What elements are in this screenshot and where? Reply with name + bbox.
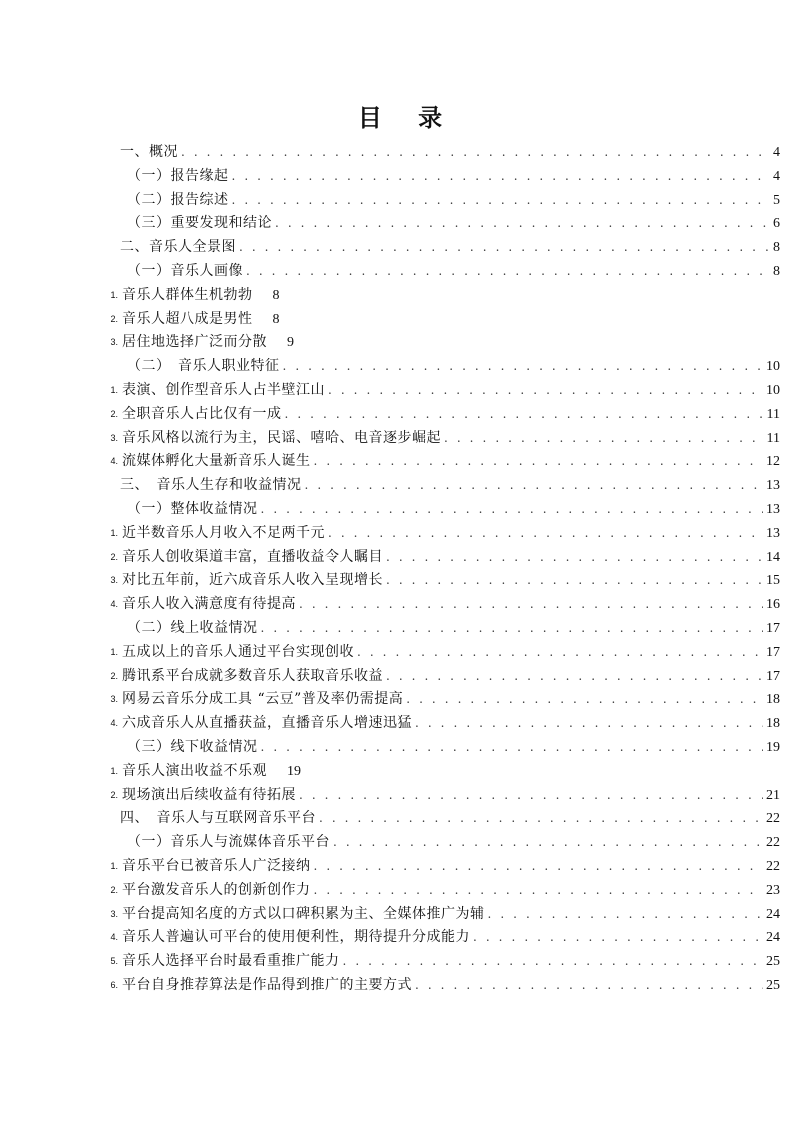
toc-entry-page-number: 6 (773, 216, 780, 232)
toc-entry-title: 四、 音乐人与互联网音乐平台 (120, 810, 316, 827)
dot-leader (261, 736, 764, 760)
toc-entry-page-number: 11 (766, 406, 780, 422)
toc-entry-number: 4. (110, 599, 118, 610)
toc-entry-title: 音乐人创收渠道丰富，直播收益令人瞩目 (122, 548, 383, 565)
toc-entry-page-number: 11 (766, 430, 780, 446)
toc-entry[interactable] (0, 784, 800, 808)
dot-leader (299, 593, 763, 617)
toc-entry[interactable] (0, 593, 800, 617)
toc-entry[interactable] (0, 807, 800, 831)
toc-entry[interactable] (0, 617, 800, 641)
toc-entry[interactable] (0, 831, 800, 855)
dot-leader (473, 926, 763, 950)
toc-entry-page-number: 18 (766, 692, 780, 708)
toc-entry[interactable] (0, 688, 800, 712)
toc-entry-number: 5. (110, 956, 118, 967)
toc-entry[interactable] (0, 331, 800, 355)
toc-entry-title: 居住地选择广泛而分散 (122, 334, 267, 351)
toc-entry[interactable] (0, 926, 800, 950)
toc-entry[interactable] (0, 355, 800, 379)
toc-entry[interactable] (0, 522, 800, 546)
toc-entry-page-number: 17 (766, 620, 780, 636)
toc-entry-title: 音乐平台已被音乐人广泛接纳 (122, 857, 311, 874)
toc-entry-title: 三、 音乐人生存和收益情况 (120, 477, 302, 494)
toc-entry-title: 平台提高知名度的方式以口碑积累为主、全媒体推广为辅 (122, 905, 485, 922)
toc-entry-page-number: 25 (766, 954, 780, 970)
dot-leader (283, 355, 764, 379)
toc-entry-number: 6. (110, 979, 118, 990)
toc-entry-number: 2. (110, 408, 118, 419)
dot-leader (333, 831, 763, 855)
dot-leader (314, 450, 764, 474)
toc-entry-page-number: 4 (773, 145, 780, 160)
toc-entry-page-number: 25 (766, 977, 780, 993)
toc-entry-title: （一）音乐人画像 (127, 262, 243, 279)
dot-leader (239, 236, 770, 260)
toc-entry-number: 1. (110, 646, 118, 657)
toc-entry-title: 音乐人收入满意度有待提高 (122, 596, 296, 613)
toc-entry-number: 1. (110, 860, 118, 871)
toc-entry-page-number: 10 (766, 382, 780, 398)
dot-leader (299, 784, 763, 808)
dot-leader (343, 950, 764, 974)
toc-entry[interactable] (0, 427, 800, 451)
dot-leader (386, 546, 763, 570)
dot-leader (444, 427, 764, 451)
dot-leader (319, 807, 763, 831)
dot-leader (181, 141, 770, 165)
dot-leader (386, 665, 763, 689)
toc-entry-page-number: 22 (766, 811, 780, 827)
dot-leader (328, 522, 763, 546)
toc-entry-page-number: 21 (766, 787, 780, 803)
toc-entry[interactable] (0, 641, 800, 665)
toc-entry-number: 2. (110, 670, 118, 681)
toc-entry-title: 网易云音乐分成工具 “云豆”普及率仍需提高 (122, 691, 404, 708)
toc-entry-page-number: 24 (766, 930, 780, 946)
toc-entry-page-number: 17 (766, 668, 780, 684)
toc-entry-number: 1. (110, 384, 118, 395)
dot-leader (232, 189, 771, 213)
toc-entry-page-number: 13 (766, 501, 780, 517)
dot-leader (415, 712, 763, 736)
toc-entry-title: 平台自身推荐算法是作品得到推广的主要方式 (122, 976, 412, 993)
toc-entry-page-number: 16 (766, 597, 780, 613)
toc-entry-title: （二）线上收益情况 (127, 619, 258, 636)
toc-entry-page-number: 10 (766, 359, 780, 375)
toc-entry-page-number: 22 (766, 858, 780, 874)
toc-entry[interactable] (0, 379, 800, 403)
toc-entry-page-number: 18 (766, 716, 780, 732)
toc-entry-title: 音乐人超八成是男性 (122, 310, 253, 327)
dot-leader (314, 855, 764, 879)
toc-entry-title: （一）整体收益情况 (127, 500, 258, 517)
toc-entry[interactable] (0, 284, 800, 308)
dot-leader (386, 569, 763, 593)
dot-leader (488, 903, 764, 927)
toc-entry-title: 音乐人选择平台时最看重推广能力 (122, 953, 340, 970)
toc-entry[interactable] (0, 712, 800, 736)
toc-entry-title: 五成以上的音乐人通过平台实现创收 (122, 643, 354, 660)
toc-entry-number: 4. (110, 456, 118, 467)
toc-entry-page-number: 12 (766, 454, 780, 470)
toc-entry[interactable] (0, 736, 800, 760)
toc-entry[interactable] (0, 141, 800, 165)
toc-entry-page-number: 22 (766, 835, 780, 851)
toc-entry-page-number: 17 (766, 644, 780, 660)
toc-entry[interactable] (0, 474, 800, 498)
toc-entry[interactable] (0, 760, 800, 784)
dot-leader (246, 260, 770, 284)
toc-entry-title: 一、概况 (120, 144, 178, 160)
toc-entry-page-number: 8 (773, 240, 780, 256)
page-title: 目 录 (357, 104, 457, 132)
toc-entry[interactable] (0, 950, 800, 974)
toc-entry-title: 音乐人群体生机勃勃 (122, 286, 253, 303)
toc-entry-number: 1. (110, 289, 118, 300)
toc-entry-title: （三）重要发现和结论 (127, 215, 272, 232)
toc-entry[interactable] (0, 165, 800, 189)
toc-entry-title: 对比五年前，近六成音乐人收入呈现增长 (122, 572, 383, 589)
toc-entry-number: 2. (110, 551, 118, 562)
toc-entry-page-number: 8 (272, 287, 280, 303)
toc-entry-page-number: 5 (773, 192, 780, 208)
dot-leader (328, 379, 763, 403)
toc-entry-title: 现场演出后续收益有待拓展 (122, 786, 296, 803)
toc-entry-title: 音乐风格以流行为主，民谣、嘻哈、电音逐步崛起 (122, 429, 441, 446)
toc-entry-title: （二）报告综述 (127, 191, 229, 208)
toc-entry-number: 2. (110, 313, 118, 324)
toc-entry-page-number: 8 (272, 311, 280, 327)
toc-entry-number: 3. (110, 432, 118, 443)
toc-entry-title: 表演、创作型音乐人占半壁江山 (122, 381, 325, 398)
toc-entry-number: 3. (110, 337, 118, 348)
toc-entry-title: 音乐人普遍认可平台的使用便利性，期待提升分成能力 (122, 929, 470, 946)
dot-leader (314, 879, 764, 903)
toc-entry-page-number: 4 (773, 168, 780, 184)
toc-entry[interactable] (0, 189, 800, 213)
toc-entry-title: （二） 音乐人职业特征 (127, 358, 280, 375)
toc-entry-title: 腾讯系平台成就多数音乐人获取音乐收益 (122, 667, 383, 684)
toc-entry[interactable] (0, 212, 800, 236)
dot-leader (415, 974, 763, 998)
toc-entry-title: 流媒体孵化大量新音乐人诞生 (122, 453, 311, 470)
toc-entry-page-number: 19 (766, 739, 780, 755)
dot-leader (406, 688, 763, 712)
toc-entry-page-number: 19 (287, 763, 301, 779)
toc-entry-number: 3. (110, 908, 118, 919)
toc-entry[interactable] (0, 260, 800, 284)
toc-entry-title: 六成音乐人从直播获益，直播音乐人增速迅猛 (122, 715, 412, 732)
toc-entry[interactable] (0, 546, 800, 570)
toc-entry-page-number: 13 (766, 525, 780, 541)
toc-entry[interactable] (0, 569, 800, 593)
toc-entry-page-number: 15 (766, 573, 780, 589)
dot-leader (261, 498, 764, 522)
dot-leader (305, 474, 764, 498)
toc-entry-page-number: 24 (766, 906, 780, 922)
toc-entry-number: 1. (110, 765, 118, 776)
toc-entry-page-number: 13 (766, 478, 780, 494)
toc-entry-number: 2. (110, 789, 118, 800)
toc-entry-number: 2. (110, 884, 118, 895)
toc-entry-title: 平台激发音乐人的创新创作力 (122, 881, 311, 898)
dot-leader (232, 165, 771, 189)
toc-entry-number: 3. (110, 575, 118, 586)
toc-entry[interactable] (0, 403, 800, 427)
toc-entry[interactable] (0, 308, 800, 332)
toc-entry[interactable] (0, 498, 800, 522)
toc-entry[interactable] (0, 236, 800, 260)
table-of-contents (0, 141, 800, 998)
toc-entry-title: （三）线下收益情况 (127, 738, 258, 755)
toc-entry-page-number: 23 (766, 882, 780, 898)
toc-entry-number: 4. (110, 932, 118, 943)
toc-entry-number: 4. (110, 718, 118, 729)
dot-leader (357, 641, 763, 665)
toc-entry[interactable] (0, 974, 800, 998)
toc-entry-title: 音乐人演出收益不乐观 (122, 762, 267, 779)
toc-entry-title: （一）音乐人与流媒体音乐平台 (127, 834, 330, 851)
toc-entry-number: 1. (110, 527, 118, 538)
toc-entry-page-number: 14 (766, 549, 780, 565)
toc-entry[interactable] (0, 450, 800, 474)
toc-entry-title: 二、音乐人全景图 (120, 239, 236, 256)
toc-entry-number: 3. (110, 694, 118, 705)
toc-entry[interactable] (0, 855, 800, 879)
toc-entry-page-number: 8 (773, 263, 780, 279)
toc-entry-page-number: 9 (287, 335, 294, 351)
toc-entry[interactable] (0, 903, 800, 927)
dot-leader (261, 617, 764, 641)
toc-entry-title: 近半数音乐人月收入不足两千元 (122, 524, 325, 541)
toc-entry[interactable] (0, 879, 800, 903)
dot-leader (275, 212, 770, 236)
toc-entry[interactable] (0, 665, 800, 689)
toc-entry-title: （一）报告缘起 (127, 167, 229, 184)
dot-leader (285, 403, 764, 427)
toc-entry-title: 全职音乐人占比仅有一成 (122, 405, 282, 422)
